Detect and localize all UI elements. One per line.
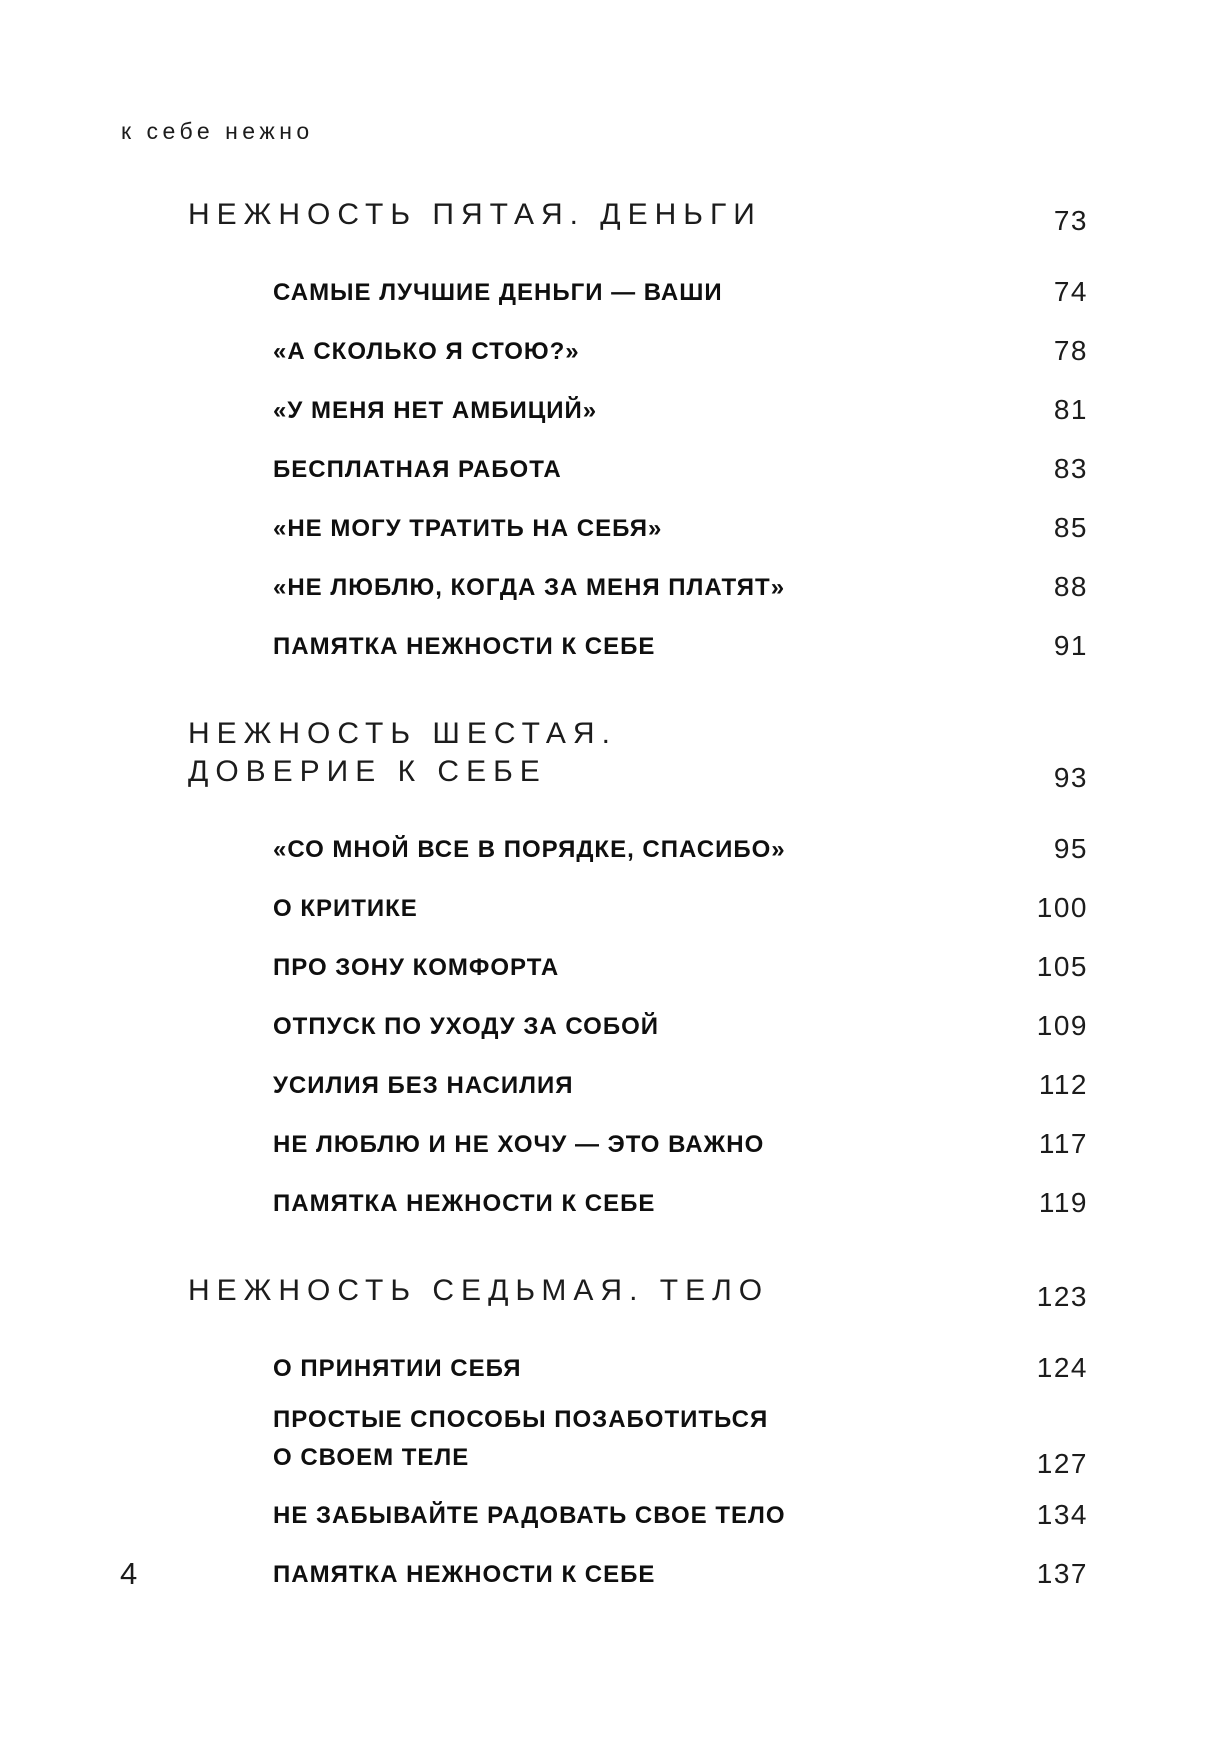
- toc-page-number: 137: [1036, 1558, 1088, 1589]
- toc-item-line1: БЕСПЛАТНАЯ РАБОТА: [273, 456, 562, 483]
- toc-page-number: 105: [1036, 951, 1088, 982]
- toc-item: [188, 1130, 1088, 1157]
- toc-item-label: [273, 280, 723, 305]
- toc-section-title-line1: НЕЖНОСТЬ ШЕСТАЯ.: [188, 717, 617, 750]
- toc-section-title-line1: НЕЖНОСТЬ ПЯТАЯ. ДЕНЬГИ: [188, 198, 762, 231]
- table-of-contents: [188, 196, 1088, 1587]
- toc-section-7: [188, 1272, 1088, 1587]
- toc-item-label: [273, 575, 785, 600]
- toc-item-line1: ПРО ЗОНУ КОМФОРТА: [273, 954, 560, 981]
- toc-page-number: 91: [1053, 630, 1088, 661]
- toc-item-line1: НЕ ЛЮБЛЮ И НЕ ХОЧУ — ЭТО ВАЖНО: [273, 1131, 765, 1158]
- toc-item-label: [273, 1073, 573, 1098]
- toc-item-label: [273, 1356, 522, 1381]
- toc-item: [188, 953, 1088, 980]
- toc-page-number: 123: [1036, 1281, 1088, 1312]
- toc-item-label: [273, 1191, 655, 1216]
- toc-page-number: 85: [1053, 512, 1088, 543]
- toc-section-5: [188, 196, 1088, 659]
- toc-item: [188, 455, 1088, 482]
- toc-item-label: [273, 896, 418, 921]
- toc-page-number: 117: [1038, 1128, 1088, 1159]
- toc-item: [188, 1501, 1088, 1528]
- toc-page-number: 73: [1053, 205, 1088, 236]
- toc-item-label: [273, 1132, 764, 1157]
- toc-section-title: [188, 1272, 769, 1310]
- folio-page-number: 4: [120, 1556, 138, 1591]
- toc-page-number: 95: [1053, 833, 1088, 864]
- toc-item-line1: ПРОСТЫЕ СПОСОБЫ ПОЗАБОТИТЬСЯ: [273, 1406, 769, 1433]
- running-header: к себе нежно: [121, 118, 314, 144]
- toc-section-title-row: [188, 715, 1088, 791]
- toc-item-line1: «НЕ МОГУ ТРАТИТЬ НА СЕБЯ»: [273, 515, 663, 542]
- toc-page-number: 88: [1053, 571, 1088, 602]
- toc-item-label: [273, 1014, 659, 1039]
- toc-item: [188, 894, 1088, 921]
- toc-item-line1: ПАМЯТКА НЕЖНОСТИ К СЕБЕ: [273, 1561, 656, 1588]
- toc-item-label: [273, 1401, 768, 1477]
- toc-page-number: 93: [1053, 762, 1088, 793]
- toc-item-line1: «СО МНОЙ ВСЕ В ПОРЯДКЕ, СПАСИБО»: [273, 836, 786, 863]
- toc-item-label: [273, 1562, 655, 1587]
- toc-item-line1: О КРИТИКЕ: [273, 895, 418, 922]
- toc-item-label: [273, 457, 562, 482]
- toc-page-number: 74: [1053, 276, 1088, 307]
- toc-section-title-row: [188, 1272, 1088, 1310]
- toc-item: [188, 278, 1088, 305]
- toc-page-number: 134: [1036, 1499, 1088, 1530]
- toc-item: [188, 1354, 1088, 1381]
- toc-item-line1: ПАМЯТКА НЕЖНОСТИ К СЕБЕ: [273, 633, 656, 660]
- toc-item-line2: О СВОЕМ ТЕЛЕ: [273, 1444, 470, 1471]
- toc-item-line1: НЕ ЗАБЫВАЙТЕ РАДОВАТЬ СВОЕ ТЕЛО: [273, 1502, 786, 1529]
- toc-page-number: 81: [1053, 394, 1088, 425]
- toc-page-number: 78: [1053, 335, 1088, 366]
- toc-item: [188, 1071, 1088, 1098]
- toc-page-number: 112: [1038, 1069, 1088, 1100]
- toc-item-label: [273, 634, 655, 659]
- toc-item: [188, 835, 1088, 862]
- toc-item-line1: О ПРИНЯТИИ СЕБЯ: [273, 1355, 522, 1382]
- toc-page-number: 127: [1036, 1448, 1088, 1479]
- toc-page-number: 109: [1036, 1010, 1088, 1041]
- toc-section-title-line2: ДОВЕРИЕ К СЕБЕ: [188, 755, 547, 788]
- toc-section-title-row: [188, 196, 1088, 234]
- toc-item: [188, 1401, 1088, 1477]
- toc-section-title-line1: НЕЖНОСТЬ СЕДЬМАЯ. ТЕЛО: [188, 1274, 770, 1307]
- toc-item: [188, 573, 1088, 600]
- toc-item-line1: «НЕ ЛЮБЛЮ, КОГДА ЗА МЕНЯ ПЛАТЯТ»: [273, 574, 786, 601]
- toc-item: [188, 1189, 1088, 1216]
- toc-item-line1: «А СКОЛЬКО Я СТОЮ?»: [273, 338, 580, 365]
- toc-section-title: [188, 715, 617, 791]
- toc-page-number: 100: [1036, 892, 1088, 923]
- toc-item-line1: САМЫЕ ЛУЧШИЕ ДЕНЬГИ — ВАШИ: [273, 279, 723, 306]
- toc-page-number: 124: [1036, 1352, 1088, 1383]
- toc-item-label: [273, 339, 580, 364]
- toc-item: [188, 514, 1088, 541]
- toc-item: [188, 632, 1088, 659]
- toc-page-number: 83: [1053, 453, 1088, 484]
- toc-page-number: 119: [1038, 1187, 1088, 1218]
- toc-item: [188, 1012, 1088, 1039]
- toc-item-label: [273, 955, 559, 980]
- toc-item: [188, 337, 1088, 364]
- toc-item-label: [273, 398, 597, 423]
- toc-item-line1: ОТПУСК ПО УХОДУ ЗА СОБОЙ: [273, 1013, 660, 1040]
- toc-item-line1: ПАМЯТКА НЕЖНОСТИ К СЕБЕ: [273, 1190, 656, 1217]
- toc-item-line1: «У МЕНЯ НЕТ АМБИЦИЙ»: [273, 397, 598, 424]
- toc-item: [188, 396, 1088, 423]
- toc-section-title: [188, 196, 762, 234]
- toc-section-6: [188, 715, 1088, 1216]
- toc-item-line1: УСИЛИЯ БЕЗ НАСИЛИЯ: [273, 1072, 574, 1099]
- toc-item: [188, 1560, 1088, 1587]
- toc-item-label: [273, 1503, 786, 1528]
- toc-item-label: [273, 837, 786, 862]
- toc-item-label: [273, 516, 662, 541]
